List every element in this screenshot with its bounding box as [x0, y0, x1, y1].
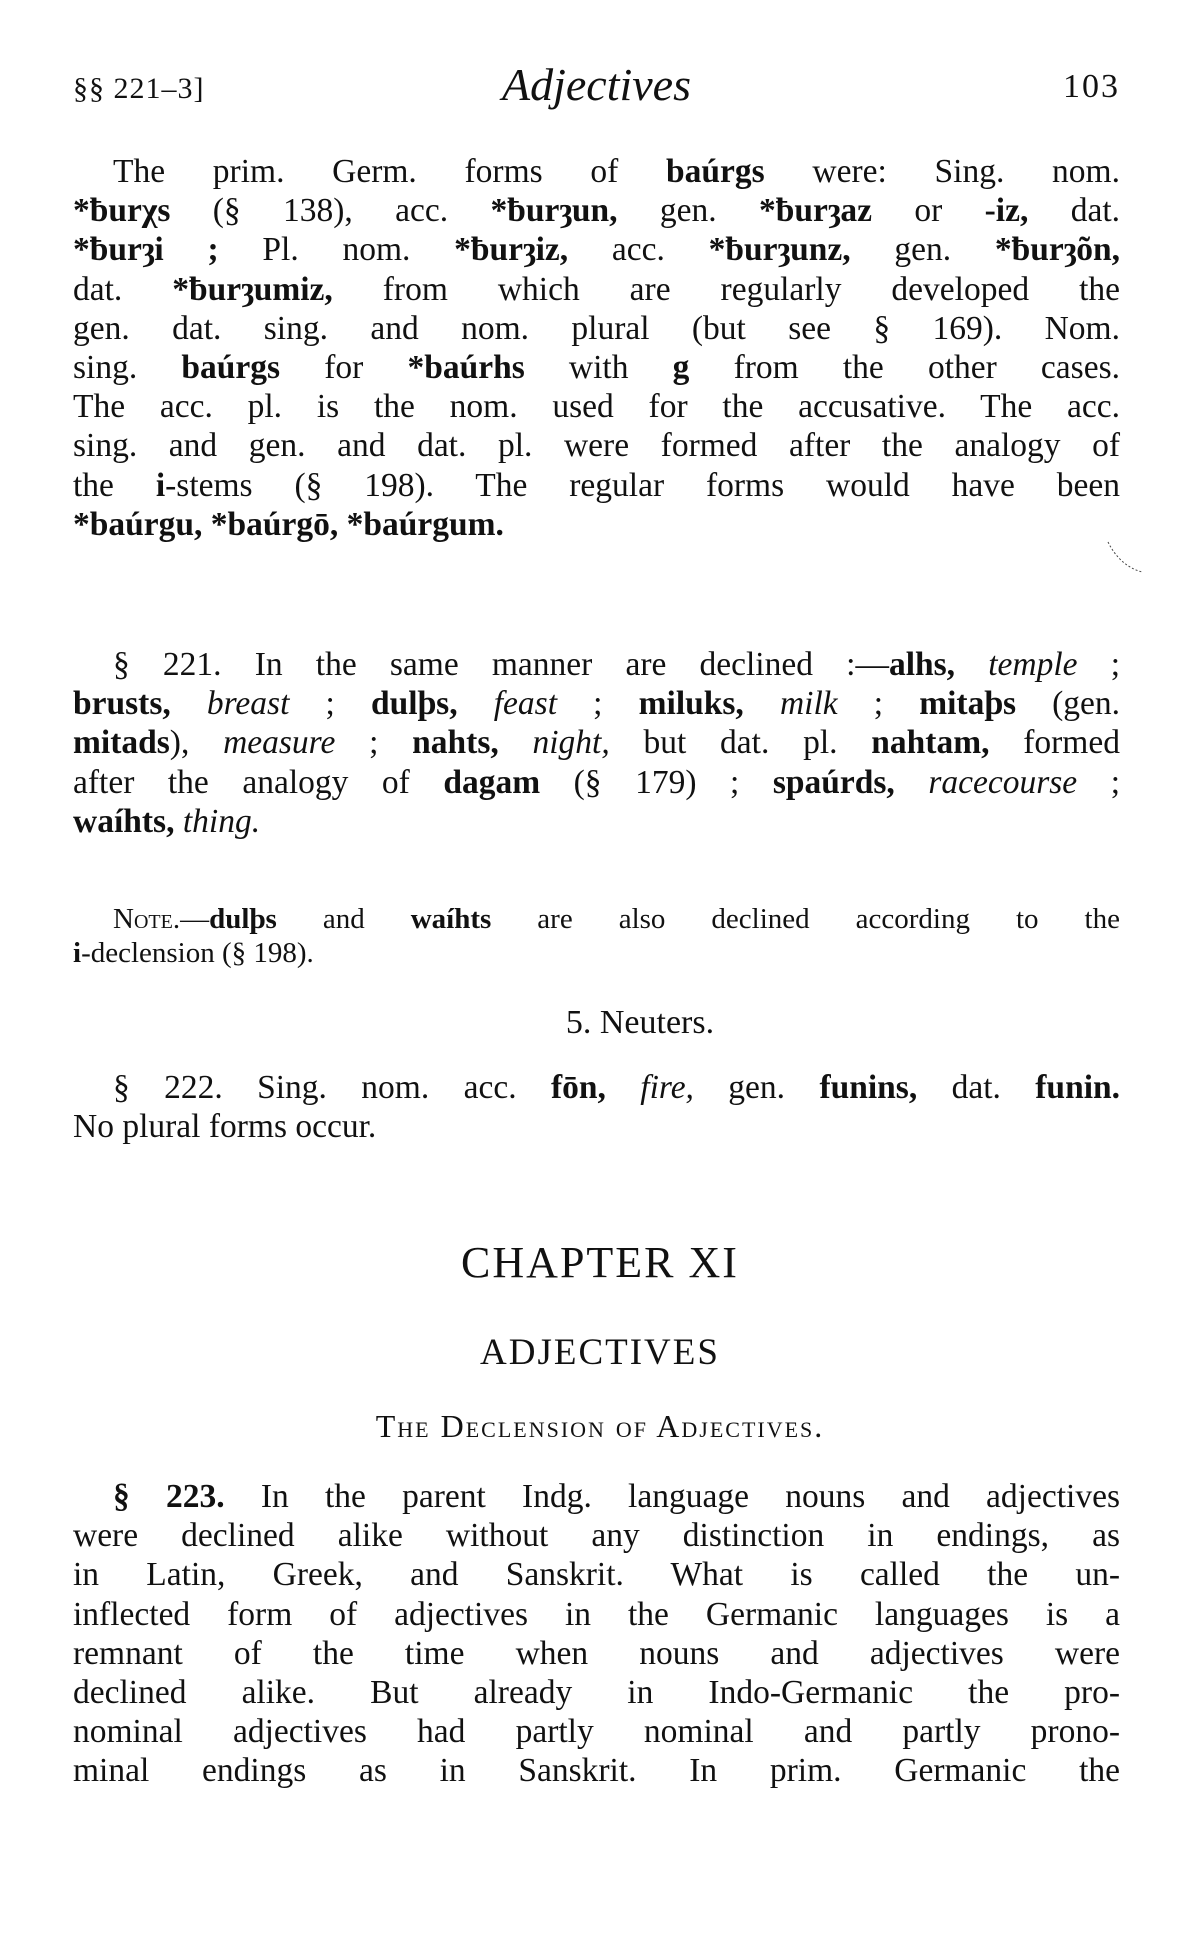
- text-run: in Latin, Greek, and Sanskrit. What is called the un-: [73, 1556, 1120, 1594]
- text-run: dat.: [917, 1069, 1036, 1106]
- bold-term: miluks,: [638, 685, 744, 723]
- text-line: [113, 1477, 1120, 1517]
- text-run: inflected form of adjectives in the Germanic languages is a: [73, 1595, 1120, 1633]
- chapter-title: CHAPTER XI: [461, 1238, 739, 1287]
- text-run: dat.: [1028, 192, 1121, 230]
- text-run: ;: [557, 685, 639, 723]
- bold-term: i: [155, 466, 166, 504]
- text-line: [113, 645, 1120, 685]
- section-range: §§ 221–3]: [73, 72, 205, 105]
- bold-term: *ƀurχs: [73, 192, 171, 230]
- text-line: [113, 1068, 1120, 1108]
- bold-term: alhs,: [888, 646, 956, 683]
- text-run: —: [180, 903, 210, 935]
- text-line: [73, 1673, 1120, 1713]
- text-line: [73, 1712, 1120, 1752]
- bold-term: *ƀurȝun,: [490, 192, 618, 230]
- italic-gloss: fire,: [640, 1069, 694, 1106]
- text-run: but dat. pl.: [609, 724, 872, 762]
- bold-term: *ƀurȝumiz,: [172, 270, 333, 308]
- text-run: (gen.: [1016, 685, 1121, 723]
- text-run: acc.: [568, 231, 709, 269]
- note-label: Note.: [113, 903, 181, 935]
- text-run: were: Sing. nom.: [764, 153, 1120, 190]
- text-line: [73, 230, 1120, 270]
- bold-term: *baúrhs: [407, 349, 525, 386]
- italic-gloss: feast: [493, 685, 558, 723]
- text-run: ;: [335, 724, 413, 762]
- bold-term: -iz,: [984, 192, 1029, 230]
- text-run: [174, 803, 182, 840]
- italic-gloss: racecourse: [928, 763, 1078, 801]
- text-run: formed: [989, 724, 1120, 762]
- bold-term: *ƀurȝunz,: [708, 231, 851, 269]
- text-run: § 222. Sing. nom. acc.: [113, 1069, 551, 1106]
- bold-term: waíhts,: [73, 802, 175, 840]
- bold-term: funin.: [1035, 1069, 1121, 1106]
- text-run: minal endings as in Sanskrit. In prim. Germanic the: [73, 1752, 1120, 1790]
- bold-term: waíhts: [410, 903, 492, 935]
- text-line: [73, 1555, 1120, 1595]
- text-run: declined alike. But already in Indo-Germanic the pro-: [73, 1674, 1120, 1711]
- pen-mark-decoration: [1106, 540, 1146, 580]
- text-run: dat.: [73, 270, 173, 308]
- text-run: ;: [289, 685, 371, 723]
- bold-term: *baúrgu, *baúrgō, *baúrgum.: [73, 505, 504, 543]
- text-run: -declension (§ 198).: [81, 937, 314, 969]
- text-run: ;: [837, 685, 920, 723]
- bold-term: mitads: [73, 724, 170, 762]
- text-run: for: [280, 349, 408, 386]
- text-run: ;: [1077, 763, 1121, 801]
- text-line: [73, 191, 1120, 231]
- text-line: [73, 1751, 1120, 1791]
- bold-term: nahts,: [412, 724, 499, 762]
- text-run: [744, 685, 780, 722]
- bold-term: g: [672, 349, 690, 386]
- chapter-subtitle: ADJECTIVES: [480, 1332, 720, 1373]
- italic-gloss: thing.: [182, 802, 261, 840]
- bold-term: baúrgs: [181, 349, 281, 386]
- text-line: [73, 723, 1120, 763]
- text-run: [955, 646, 988, 683]
- text-run: gen.: [617, 192, 759, 230]
- text-line: [73, 802, 1120, 842]
- text-run: from which are regularly developed the: [332, 270, 1120, 308]
- text-run: sing. and gen. and dat. pl. were formed after the analogy of: [73, 427, 1120, 465]
- text-line: [73, 933, 1120, 973]
- text-run: sing.: [73, 349, 182, 386]
- text-run: [458, 685, 494, 722]
- section-heading: The Declension of Adjectives.: [375, 1408, 825, 1444]
- text-line: [73, 270, 1120, 310]
- text-run: ),: [169, 724, 224, 762]
- text-run: No plural forms occur.: [73, 1108, 377, 1145]
- text-line: [73, 1516, 1120, 1556]
- text-run: § 221. In the same manner are declined :—: [113, 646, 889, 683]
- text-line: [73, 1595, 1120, 1635]
- text-run: after the analogy of: [73, 763, 444, 801]
- text-run: (§ 179) ;: [540, 763, 773, 801]
- text-line: [73, 387, 1120, 427]
- text-run: the: [73, 466, 156, 504]
- text-line: [73, 505, 1120, 545]
- text-run: In the parent Indg. language nouns and adjectives: [224, 1478, 1120, 1515]
- text-run: [606, 1069, 640, 1106]
- bold-term: funins,: [819, 1069, 918, 1106]
- bold-term: *ƀurȝi ;: [73, 231, 219, 269]
- italic-gloss: temple: [988, 646, 1078, 683]
- bold-term: spaúrds,: [772, 763, 895, 801]
- bold-term: fōn,: [550, 1069, 606, 1106]
- text-run: (§ 138), acc.: [170, 192, 491, 230]
- text-run: gen.: [693, 1069, 820, 1106]
- bold-term: dulþs,: [370, 685, 458, 723]
- subheading-neuters: 5. Neuters.: [565, 1004, 715, 1041]
- text-run: are also declined according to the: [491, 903, 1120, 935]
- text-run: were declined alike without any distinction in endings, as: [73, 1517, 1120, 1555]
- bold-term: *ƀurȝõn,: [994, 231, 1121, 269]
- text-run: and: [276, 903, 411, 935]
- text-run: The prim. Germ. forms of: [113, 153, 667, 190]
- bold-term: *ƀurȝaz: [759, 192, 873, 230]
- text-run: Pl. nom.: [218, 231, 455, 269]
- bold-term: dagam: [443, 763, 541, 801]
- page-number: 103: [1063, 68, 1120, 105]
- text-line: [73, 348, 1120, 388]
- running-head: [73, 58, 1120, 118]
- text-run: gen.: [850, 231, 995, 269]
- text-line: [73, 309, 1120, 349]
- text-run: gen. dat. sing. and nom. plural (but see § 169). Nom.: [73, 309, 1120, 347]
- text-line: [73, 1107, 1120, 1147]
- text-run: from the other cases.: [689, 349, 1120, 386]
- text-run: remnant of the time when nouns and adjectives were: [73, 1634, 1120, 1672]
- bold-term: mitaþs: [919, 685, 1017, 723]
- text-line: [73, 466, 1120, 506]
- text-run: with: [524, 349, 673, 386]
- bold-term: i: [73, 937, 82, 969]
- text-line: [113, 152, 1120, 192]
- italic-gloss: measure: [223, 724, 336, 762]
- text-run: ;: [1077, 646, 1120, 683]
- text-line: [73, 684, 1120, 724]
- italic-gloss: night,: [532, 724, 610, 762]
- text-run: nominal adjectives had partly nominal and partly prono-: [73, 1713, 1120, 1751]
- bold-term: nahtam,: [871, 724, 990, 762]
- running-title: Adjectives: [501, 59, 691, 110]
- text-run: or: [872, 192, 985, 230]
- text-run: [499, 724, 533, 761]
- text-run: [895, 764, 929, 801]
- bold-term: baúrgs: [666, 153, 765, 190]
- bold-term: brusts,: [73, 685, 171, 723]
- italic-gloss: breast: [206, 685, 290, 723]
- italic-gloss: milk: [779, 685, 838, 723]
- text-line: [73, 1634, 1120, 1674]
- bold-term: § 223.: [113, 1478, 225, 1515]
- bold-term: *ƀurȝiz,: [454, 231, 569, 269]
- text-line: [73, 763, 1120, 803]
- text-run: The acc. pl. is the nom. used for the accusative. The acc.: [73, 388, 1120, 426]
- bold-term: dulþs: [209, 903, 277, 935]
- text-line: [73, 426, 1120, 466]
- text-run: [171, 685, 207, 722]
- text-run: -stems (§ 198). The regular forms would have been: [165, 466, 1120, 504]
